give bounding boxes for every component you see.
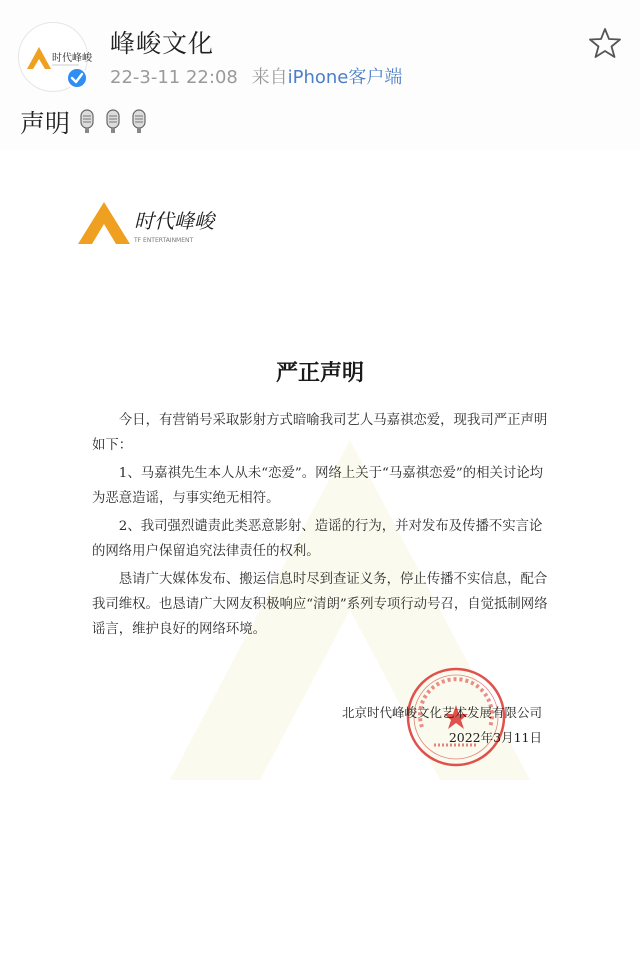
verified-badge-icon [66,67,88,89]
author-name[interactable]: 峰峻文化 [110,29,215,58]
microphone-icon [130,109,148,135]
paragraph: 1、马嘉祺先生本人从未“恋爱”。网络上关于“马嘉祺恋爱”的相关讨论均为恶意造谣，与事实绝无相符。 [92,466,544,506]
post-text-content: 声明 [20,109,71,138]
microphone-icon [104,109,122,135]
company-logo [78,198,218,258]
paragraph: 2、我司强烈谴责此类恶意影射、造谣的行为，并对发布及传播不实言论的网络用户保留追究法律责任的权利。 [92,519,543,559]
paragraph: 今日，有营销号采取影射方式暗喻我司艺人马嘉祺恋爱，现我司严正声明如下： [92,413,548,453]
source-device-link[interactable]: iPhone客户端 [287,67,403,88]
statement-date: 2022年3月11日 [448,730,542,745]
company-signature: 北京时代峰峻文化艺术发展有限公司 [341,705,542,720]
logo-subtext: TF ENTERTAINMENT [134,237,194,244]
post-header [0,0,640,100]
document-title: 严正声明 [275,360,364,386]
statement-image[interactable] [0,150,640,962]
timestamp: 22-3-11 22:08 [110,67,238,88]
post-text [20,104,148,140]
post-meta [110,63,402,89]
document-body [92,408,554,645]
avatar-logo-text: 时代峰峻 [52,53,92,64]
logo-text: 时代峰峻 [134,209,214,233]
microphone-icon [78,109,96,135]
paragraph: 恳请广大媒体发布、搬运信息时尽到查证义务，停止传播不实信息，配合我司维权。也恳请广大网友积极响应“清朗”系列专项行动号召，自觉抵制网络谣言，维护良好的网络环境。 [92,572,548,637]
favorite-star-icon[interactable] [588,26,622,60]
source-prefix: 来自 [251,67,288,88]
